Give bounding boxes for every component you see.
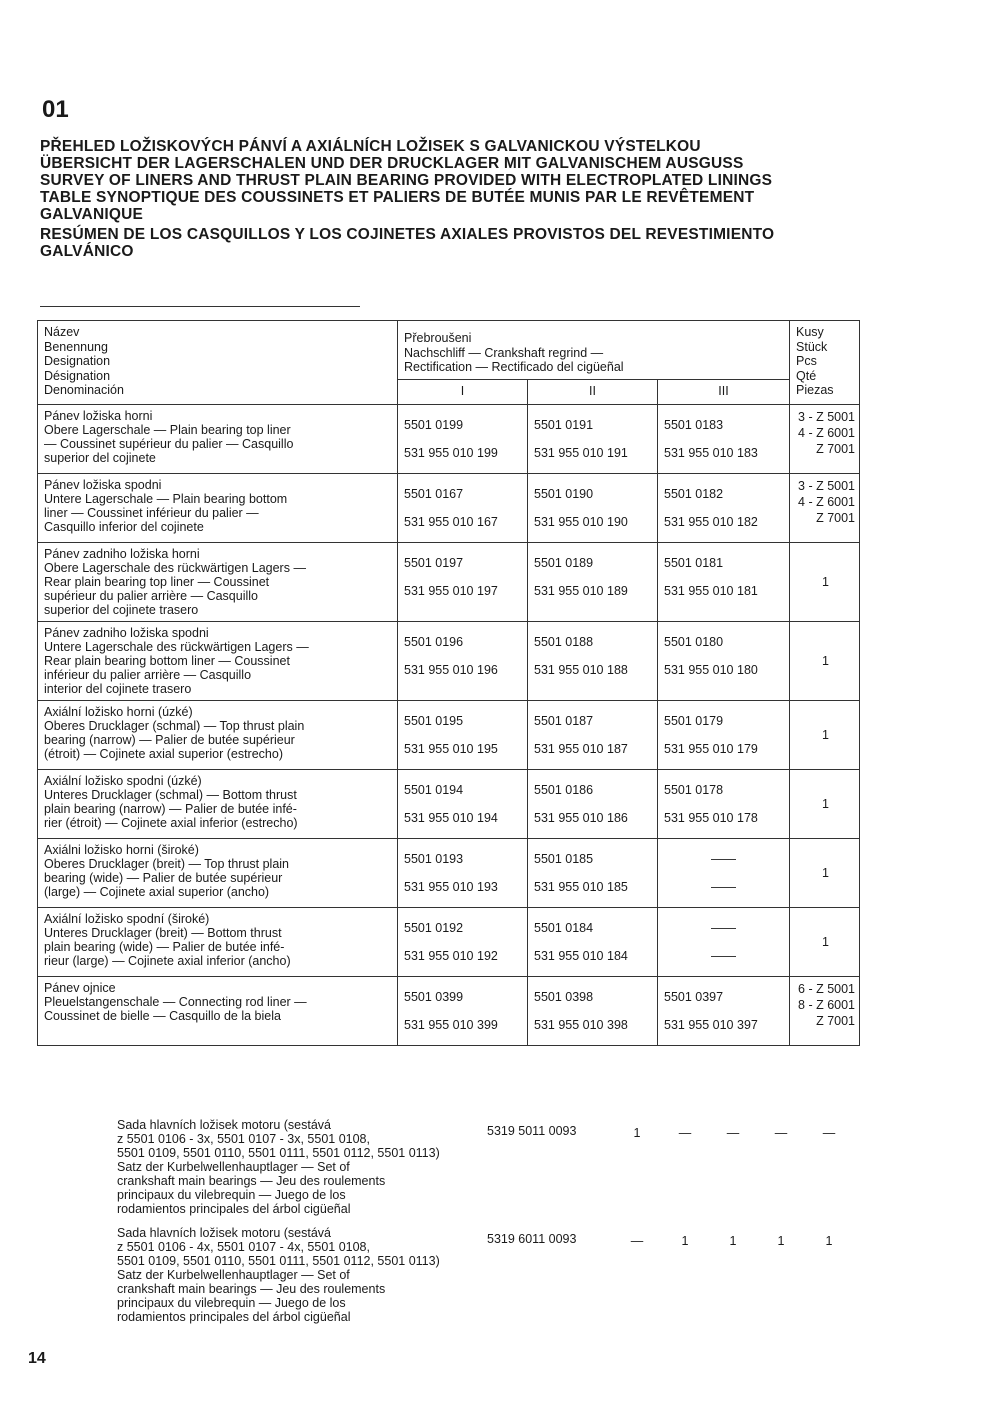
row-quantity: 6 - Z 5001 8 - Z 6001 Z 7001: [790, 976, 860, 1045]
kit-qty: —: [678, 1126, 692, 1140]
row-quantity: 3 - Z 5001 4 - Z 6001 Z 7001: [790, 404, 860, 473]
part-number-cell-3: 5501 0181 531 955 010 181: [658, 542, 790, 621]
row-description: Pánev ložiska spodni Untere Lagerschale — Plain bearing bottom liner — Coussinet inférieur du palier — Casquillo inferior del cojinete: [38, 473, 398, 542]
row-quantity: 1: [790, 621, 860, 700]
part-number-cell-3: —— ——: [658, 907, 790, 976]
part-number-cell-3: 5501 0182 531 955 010 182: [658, 473, 790, 542]
title-es: RESÚMEN DE LOS CASQUILLOS Y LOS COJINETES AXIALES PROVISTOS DEL REVESTIMIENTO GALVÁNICO: [40, 226, 775, 260]
title-fr: TABLE SYNOPTIQUE DES COUSSINETS ET PALIERS DE BUTÉE MUNIS PAR LE REVÊTEMENT GALVANIQUE: [40, 189, 755, 223]
part-number-cell-2: 5501 0185 531 955 010 185: [528, 838, 658, 907]
part-number-cell-2: 5501 0398 531 955 010 398: [528, 976, 658, 1045]
kit-qty: 1: [729, 1234, 737, 1248]
row-quantity: 3 - Z 5001 4 - Z 6001 Z 7001: [790, 473, 860, 542]
name-header: Název Benennung Designation Désignation Denominación: [38, 321, 398, 405]
table-row: [38, 700, 860, 769]
part-number-cell-2: 5501 0189 531 955 010 189: [528, 542, 658, 621]
part-number-cell-3: 5501 0179 531 955 010 179: [658, 700, 790, 769]
row-quantity: 1: [790, 769, 860, 838]
qty-header: Kusy Stück Pcs Qté Piezas: [790, 321, 860, 405]
section-number: 01: [42, 96, 69, 123]
part-number-cell-2: 5501 0184 531 955 010 184: [528, 907, 658, 976]
part-number-cell-1: 5501 0193 531 955 010 193: [398, 838, 528, 907]
part-number-cell-1: 5501 0192 531 955 010 192: [398, 907, 528, 976]
title-de: ÜBERSICHT DER LAGERSCHALEN UND DER DRUCKLAGER MIT GALVANISCHEM AUSGUSS: [40, 155, 744, 172]
kit-qty: —: [630, 1234, 644, 1248]
row-description: Pánev ojnice Pleuelstangenschale — Connecting rod liner — Coussinet de bielle — Casquillo de la biela: [38, 976, 398, 1045]
kit-qty: 1: [825, 1234, 833, 1248]
part-number-cell-2: 5501 0190 531 955 010 190: [528, 473, 658, 542]
kit-qty: 1: [681, 1234, 689, 1248]
row-quantity: 1: [790, 542, 860, 621]
part-number-cell-1: 5501 0167 531 955 010 167: [398, 473, 528, 542]
part-number-cell-3: 5501 0397 531 955 010 397: [658, 976, 790, 1045]
row-description: Axiální ložisko horni (úzké) Oberes Drucklager (schmal) — Top thrust plain bearing (narrow) — Palier de butée supérieur (étroit) — Cojinete axial superior (estrecho): [38, 700, 398, 769]
part-number-cell-2: 5501 0191 531 955 010 191: [528, 404, 658, 473]
regrind-col-2: II: [528, 379, 658, 404]
part-number-cell-2: 5501 0187 531 955 010 187: [528, 700, 658, 769]
table-row: [38, 473, 860, 542]
kit-qty: —: [774, 1126, 788, 1140]
part-number-cell-1: 5501 0199 531 955 010 199: [398, 404, 528, 473]
regrind-col-1: I: [398, 379, 528, 404]
row-quantity: 1: [790, 838, 860, 907]
table-row: [38, 621, 860, 700]
regrind-col-3: III: [658, 379, 790, 404]
row-description: Pánev zadniho ložiska spodni Untere Lagerschale des rückwärtigen Lagers — Rear plain bearing bottom liner — Coussinet inférieur du palier arrière — Casquillo interior del cojinete trasero: [38, 621, 398, 700]
kit-qty: —: [726, 1126, 740, 1140]
part-number-cell-2: 5501 0186 531 955 010 186: [528, 769, 658, 838]
table-row: [38, 542, 860, 621]
kits-section: [117, 1118, 857, 1334]
part-number-cell-2: 5501 0188 531 955 010 188: [528, 621, 658, 700]
row-description: Axiálni ložisko horni (široké) Oberes Drucklager (breit) — Top thrust plain bearing (wide) — Palier de butée supérieur (large) — Cojinete axial superior (ancho): [38, 838, 398, 907]
kit-item: [117, 1226, 857, 1334]
title-cz: PŘEHLED LOŽISKOVÝCH PÁNVÍ A AXIÁLNÍCH LOŽISEK S GALVANICKOU VÝSTELKOU: [40, 138, 701, 155]
page-titles: [40, 138, 860, 260]
row-description: Pánev ložiska horni Obere Lagerschale — Plain bearing top liner — Coussinet supérieur du palier — Casquillo superior del cojinete: [38, 404, 398, 473]
table-row: [38, 907, 860, 976]
regrind-header: Přebroušeni Nachschliff — Crankshaft regrind — Rectification — Rectificado del cigüeñal: [398, 321, 790, 380]
part-number-cell-3: 5501 0183 531 955 010 183: [658, 404, 790, 473]
part-number-cell-3: —— ——: [658, 838, 790, 907]
kit-part-number: 5319 5011 0093: [487, 1124, 577, 1138]
kit-description: Sada hlavních ložisek motoru (sestává z 5501 0106 - 4x, 5501 0107 - 4x, 5501 0108, 5501 0109, 5501 0110, 5501 0111, 5501 0112, 5501 0113) Satz der Kurbelwellenhauptlager — Set of crankshaft main bearings — Jeu des roulements principaux du vilebrequin — Juego de los rodamientos principales del árbol cigüeñal: [117, 1226, 440, 1324]
row-quantity: 1: [790, 907, 860, 976]
kit-qty: 1: [633, 1126, 641, 1140]
kit-qty: —: [822, 1126, 836, 1140]
part-number-cell-1: 5501 0194 531 955 010 194: [398, 769, 528, 838]
kit-part-number: 5319 6011 0093: [487, 1232, 577, 1246]
kit-item: [117, 1118, 857, 1226]
title-rule: [40, 306, 360, 307]
row-description: Axiální ložisko spodní (široké) Unteres Drucklager (breit) — Bottom thrust plain bearing (wide) — Palier de butée infé- rieur (large) — Cojinete axial inferior (ancho): [38, 907, 398, 976]
page-number: 14: [28, 1350, 46, 1367]
kit-description: Sada hlavních ložisek motoru (sestává z 5501 0106 - 3x, 5501 0107 - 3x, 5501 0108, 5501 0109, 5501 0110, 5501 0111, 5501 0112, 5501 0113) Satz der Kurbelwellenhauptlager — Set of crankshaft main bearings — Jeu des roulements principaux du vilebrequin — Juego de los rodamientos principales del árbol cigüeñal: [117, 1118, 440, 1216]
part-number-cell-1: 5501 0197 531 955 010 197: [398, 542, 528, 621]
table-row: [38, 404, 860, 473]
row-quantity: 1: [790, 700, 860, 769]
part-number-cell-1: 5501 0195 531 955 010 195: [398, 700, 528, 769]
part-number-cell-3: 5501 0178 531 955 010 178: [658, 769, 790, 838]
row-description: Axiální ložisko spodni (úzké) Unteres Drucklager (schmal) — Bottom thrust plain bearing (narrow) — Palier de butée infé- rier (étroit) — Cojinete axial inferior (estrecho): [38, 769, 398, 838]
part-number-cell-1: 5501 0399 531 955 010 399: [398, 976, 528, 1045]
table-row: [38, 769, 860, 838]
row-description: Pánev zadniho ložiska horni Obere Lagerschale des rückwärtigen Lagers — Rear plain bearing top liner — Coussinet supérieur du palier arrière — Casquillo superior del cojinete trasero: [38, 542, 398, 621]
title-en: SURVEY OF LINERS AND THRUST PLAIN BEARING PROVIDED WITH ELECTROPLATED LININGS: [40, 172, 773, 189]
kit-qty: 1: [777, 1234, 785, 1248]
part-number-cell-1: 5501 0196 531 955 010 196: [398, 621, 528, 700]
part-number-cell-3: 5501 0180 531 955 010 180: [658, 621, 790, 700]
table-header-row: [38, 321, 860, 380]
table-row: [38, 838, 860, 907]
table-row: [38, 976, 860, 1045]
bearing-table: [37, 320, 860, 1046]
